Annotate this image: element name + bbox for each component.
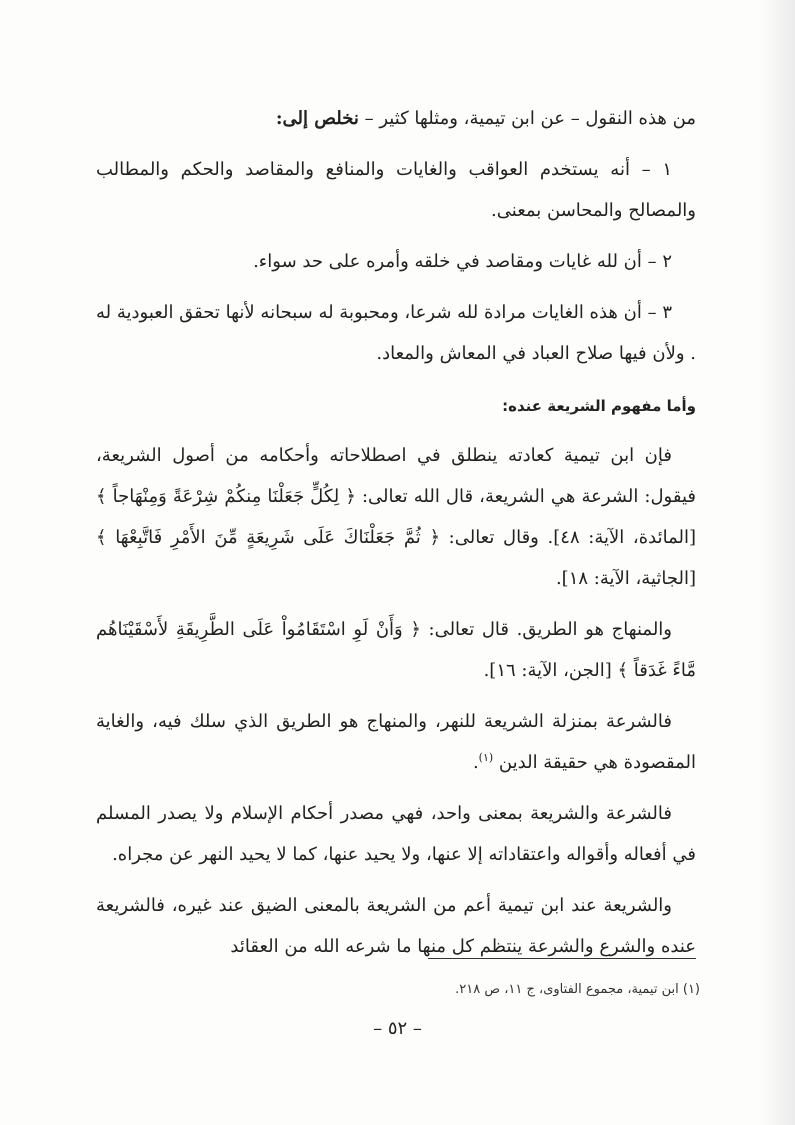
scan-edge-shadow (761, 0, 795, 1125)
paragraph-3-end: . (472, 752, 479, 773)
paragraph-3 (96, 701, 696, 783)
paragraph-3-text: فالشرعة بمنزلة الشريعة للنهر، والمنهاج هو الطريق الذي سلك فيه، والغاية المقصودة هي حقيقة الدين (96, 711, 696, 773)
page-number: – ٥٢ – (373, 1018, 422, 1039)
intro-line (96, 98, 696, 139)
footnote-divider (428, 958, 696, 959)
point-3: ٣ – أن هذه الغايات مرادة لله شرعا، ومحبوبة له سبحانه لأنها تحقق العبودية له . ولأن فيها صلاح العباد في المعاش والمعاد. (96, 302, 696, 364)
body-text (96, 98, 696, 977)
intro-lead-bold: نخلص إلى: (275, 108, 359, 129)
section-heading: وأما مفهوم الشريعة عنده: (502, 397, 696, 415)
paragraph-1: فإن ابن تيمية كعادته ينطلق في اصطلاحاته وأحكامه من أصول الشريعة، فيقول: الشرعة هي الشريعة، قال الله تعالى: ﴿ لِكُلٍّ جَعَلْنَا مِنكُمْ شِرْعَةً وَمِنْهَاجاً ﴾ [المائدة، الآية: ٤٨]. وقال تعالى: ﴿ ثُمَّ جَعَلْنَاكَ عَلَى شَرِيعَةٍ مِّنَ الأَمْرِ فَاتَّبِعْهَا ﴾ [الجاثية، الآية: ١٨]. (96, 445, 697, 589)
paragraph-5: والشريعة عند ابن تيمية أعم من الشريعة بالمعنى الضيق عند غيره، فالشريعة عنده والشرع والشرعة ينتظم كل منها ما شرعه الله من العقائد (96, 895, 696, 957)
paragraph-2: والمنهاج هو الطريق. قال تعالى: ﴿ وَأَنْ لَوِ اسْتَقَامُواْ عَلَى الطَّرِيقَةِ لأَسْقَيْنَاهُم مَّاءً غَدَقاً ﴾ [الجن، الآية: ١٦]. (96, 619, 696, 681)
paragraph-4: فالشرعة والشريعة بمعنى واحد، فهي مصدر أحكام الإسلام ولا يصدر المسلم في أفعاله وأقواله واعتقاداته إلا عنها، ولا يحيد عنها، كما لا يحيد النهر عن مجراه. (96, 803, 696, 865)
point-1: ١ – أنه يستخدم العواقب والغايات والمنافع والمقاصد والحكم والمطالب والمصالح والمحاسن بمعنى. (96, 159, 696, 221)
footnote: (١) ابن تيمية، مجموع الفتاوى، ج ١١، ص ٢١٨. (455, 982, 700, 997)
point-2: ٢ – أن لله غايات ومقاصد في خلقه وأمره على حد سواء. (253, 251, 672, 272)
footnote-reference: (١) (478, 751, 494, 764)
intro-lead: من هذه النقول – عن ابن تيمية، ومثلها كثير – (358, 108, 696, 129)
